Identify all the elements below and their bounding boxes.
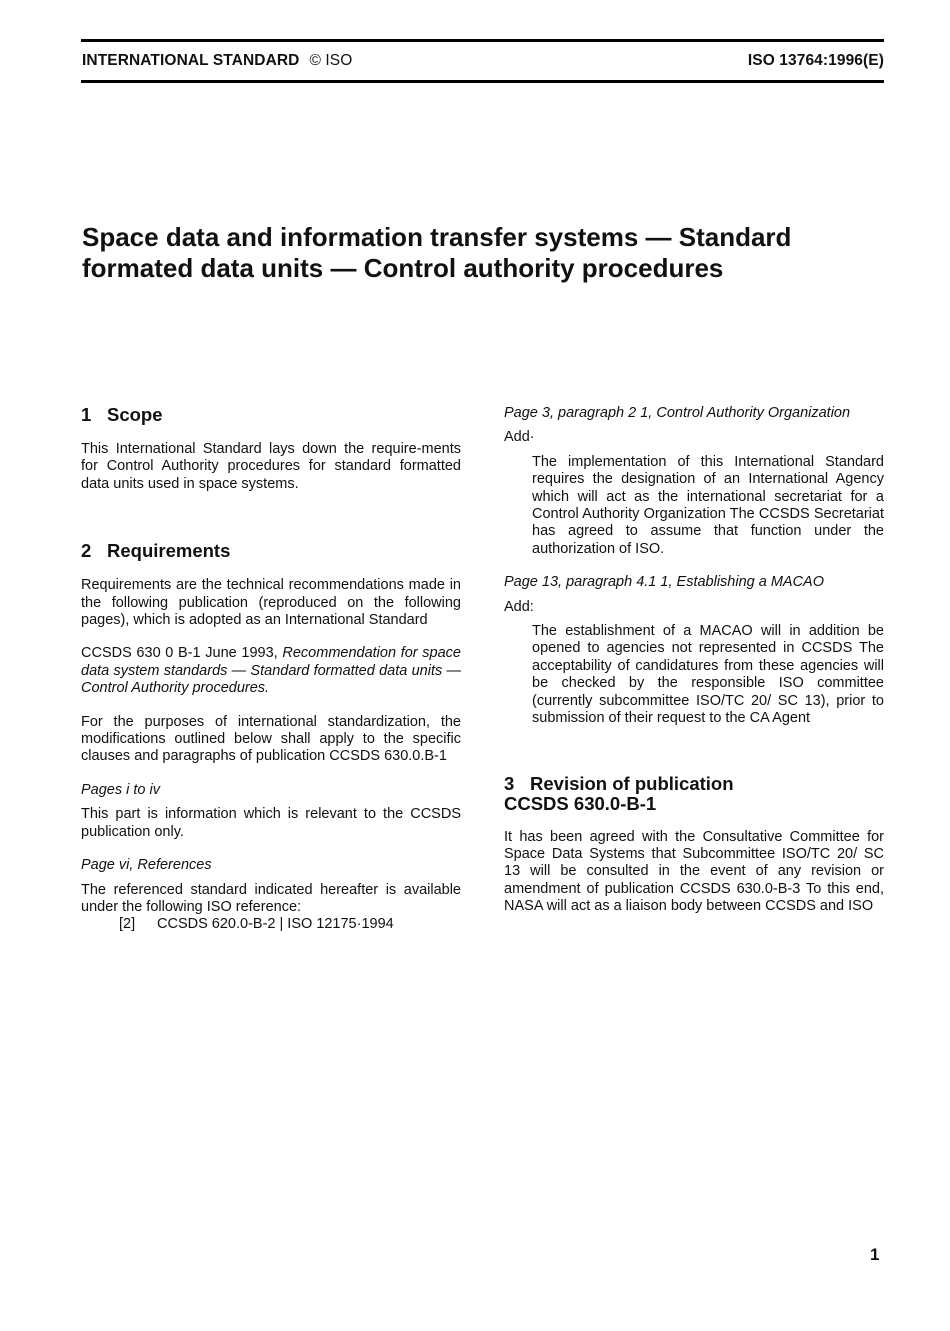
requirements-number: 2 bbox=[81, 540, 92, 562]
page-vi-text: The referenced standard indicated hereafter is available under the following ISO reference: bbox=[81, 881, 461, 915]
reference-item bbox=[119, 916, 461, 933]
header-standard-label: INTERNATIONAL STANDARD bbox=[82, 52, 300, 69]
page-vi-heading: Page vi, References bbox=[81, 857, 212, 874]
mod2-text: The establishment of a MACAO will in addition be opened to agencies not represented in CCSDS The acceptability of candidatures from these agencies will be checked by the responsible ISO committee (currently subcommittee ISO/TC 20/ SC 13), prior to submission of their request to the CA Agent bbox=[532, 623, 884, 727]
requirements-heading bbox=[81, 540, 461, 562]
scope-number: 1 bbox=[81, 404, 92, 425]
revision-title-line-2: CCSDS 630.0-B-1 bbox=[504, 792, 657, 814]
revision-text: It has been agreed with the Consultative Committee for Space Data Systems that Subcommittee ISO/TC 20/ SC 13 will be consulted in the event of any revision or amendment of publication CCSDS 630.0-B-3 To this end, NASA will act as a liaison body between CCSDS and ISO bbox=[504, 828, 884, 915]
scope-title: Scope bbox=[107, 404, 163, 425]
reference-number: [2] bbox=[119, 916, 136, 933]
header-standard-number: ISO 13764:1996(E) bbox=[747, 52, 884, 69]
reference-text: CCSDS 620.0-B-2 | ISO 12175·1994 bbox=[157, 916, 394, 933]
pages-i-iv-text: This part is information which is relevant to the CCSDS publication only. bbox=[81, 806, 461, 840]
header-top-rule bbox=[81, 39, 884, 42]
mod2-heading: Page 13, paragraph 4.1 1, Establishing a MACAO bbox=[504, 574, 824, 591]
mod2-add-label: Add: bbox=[504, 598, 534, 615]
header-copyright: © ISO bbox=[309, 52, 353, 69]
revision-number: 3 bbox=[504, 772, 515, 794]
ccsds-reference-title: Recommendation for space data system standards — Standard formatted data units — Control Authority procedures. bbox=[81, 645, 462, 697]
mod1-text: The implementation of this International Standard requires the designation of an International Agency which will act as the international secretariat for a Control Authority Organization The CCSDS Secretariat has agreed to assume that function under the authorization of ISO. bbox=[532, 453, 884, 557]
page-number: 1 bbox=[870, 1245, 880, 1264]
mod1-heading: Page 3, paragraph 2 1, Control Authority Organization bbox=[504, 405, 851, 421]
ccsds-reference-prefix: CCSDS 630 0 B-1 June 1993, bbox=[81, 645, 278, 662]
revision-title-line-1: Revision of publication bbox=[530, 772, 734, 794]
revision-heading bbox=[504, 774, 884, 814]
header-bottom-rule bbox=[81, 80, 884, 83]
requirements-para-1: Requirements are the technical recommendations made in the following publication (reproduced on the following pages), which is adopted as an International Standard bbox=[81, 577, 461, 629]
scope-text: This International Standard lays down the require-ments for Control Authority procedures for standard formatted data units used in space systems. bbox=[81, 441, 461, 492]
ccsds-reference-para bbox=[81, 645, 461, 697]
left-column bbox=[81, 404, 461, 934]
mod1-add-label: Add· bbox=[504, 429, 535, 446]
document-title bbox=[82, 222, 882, 284]
header-left bbox=[82, 52, 352, 70]
requirements-para-3: For the purposes of international standardization, the modifications outlined below shall apply to the specific clauses and paragraphs of publication CCSDS 630.0.B-1 bbox=[81, 713, 461, 765]
title-line-2: formated data units — Control authority procedures bbox=[82, 253, 724, 283]
scope-heading bbox=[81, 404, 461, 426]
pages-i-iv-heading: Pages i to iv bbox=[81, 781, 160, 798]
right-column bbox=[504, 405, 884, 916]
title-line-1: Space data and information transfer systems — Standard bbox=[82, 222, 792, 252]
requirements-title: Requirements bbox=[107, 540, 231, 562]
